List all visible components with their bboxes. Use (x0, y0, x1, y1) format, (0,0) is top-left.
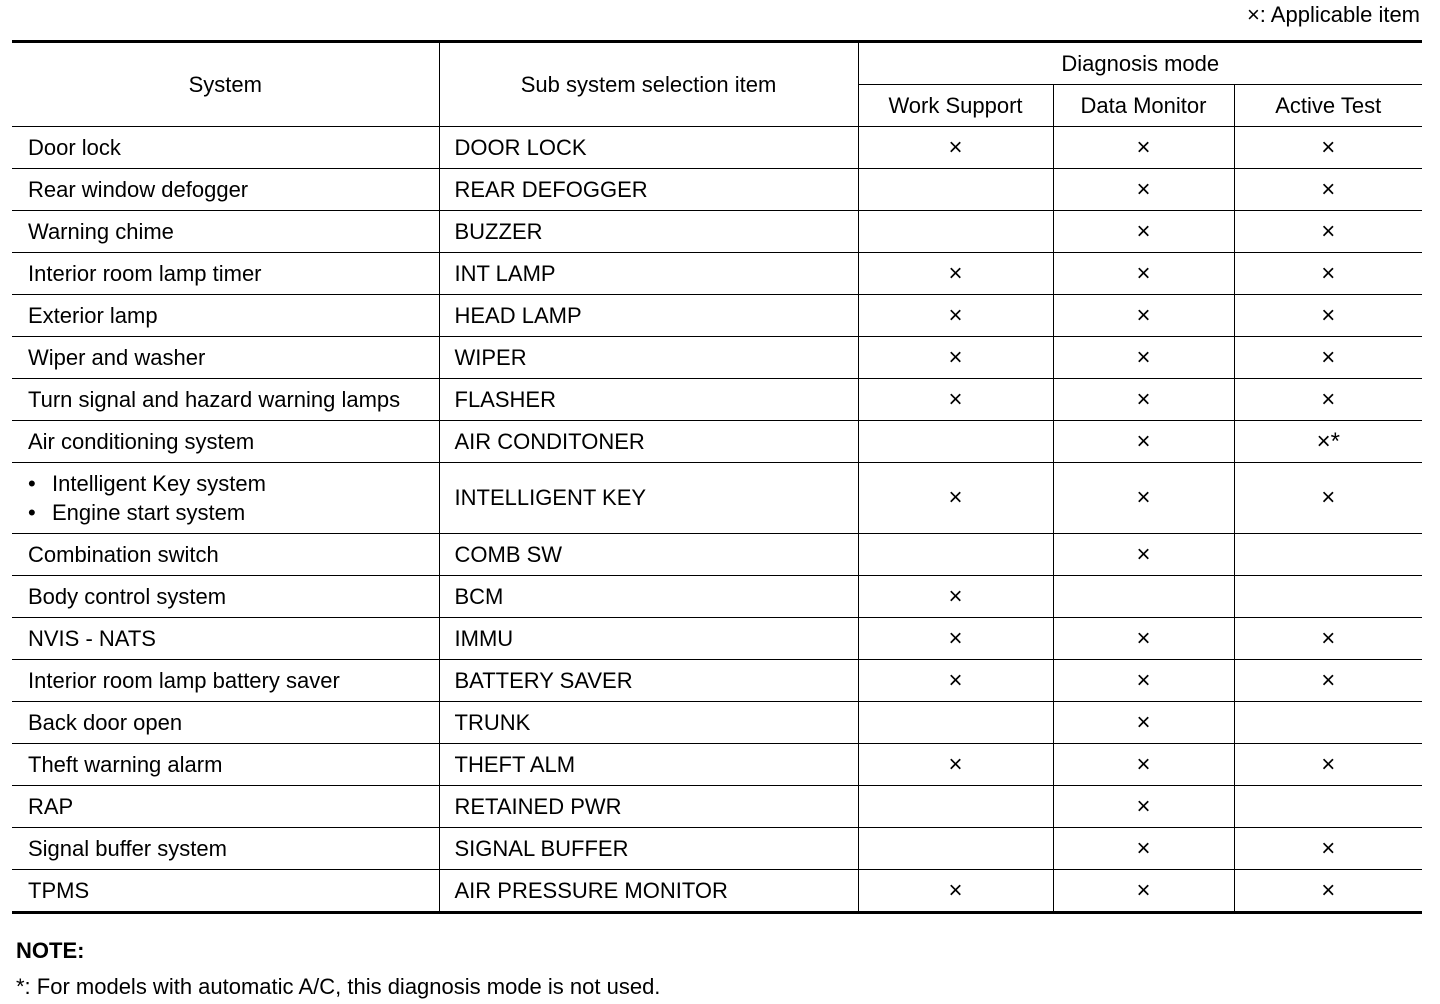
cell-system: Interior room lamp battery saver (12, 660, 439, 702)
cell-system: Interior room lamp timer (12, 253, 439, 295)
cell-sub-system: AIR PRESSURE MONITOR (439, 870, 858, 913)
cell-active-test (1234, 786, 1422, 828)
note-text: *: For models with automatic A/C, this diagnosis mode is not used. (16, 974, 661, 999)
cell-system: Theft warning alarm (12, 744, 439, 786)
header-diagnosis-mode: Diagnosis mode (858, 42, 1422, 85)
system-bullet-text: Engine start system (52, 500, 246, 525)
table-row (12, 702, 1422, 744)
cell-data-monitor: × (1053, 786, 1234, 828)
cell-sub-system: TRUNK (439, 702, 858, 744)
system-bullet-list (28, 469, 439, 527)
cell-work-support (858, 421, 1053, 463)
cell-system: Rear window defogger (12, 169, 439, 211)
diagnosis-mode-table (12, 40, 1422, 914)
cell-system: Body control system (12, 576, 439, 618)
cell-system: Turn signal and hazard warning lamps (12, 379, 439, 421)
cell-system: Back door open (12, 702, 439, 744)
cell-sub-system: THEFT ALM (439, 744, 858, 786)
cell-data-monitor: × (1053, 253, 1234, 295)
cell-sub-system: AIR CONDITONER (439, 421, 858, 463)
table-row (12, 828, 1422, 870)
cell-data-monitor: × (1053, 828, 1234, 870)
cell-work-support (858, 169, 1053, 211)
cell-active-test (1234, 576, 1422, 618)
cell-active-test: × (1234, 870, 1422, 913)
cell-system: RAP (12, 786, 439, 828)
cell-sub-system: WIPER (439, 337, 858, 379)
cell-data-monitor: × (1053, 702, 1234, 744)
cell-system: Warning chime (12, 211, 439, 253)
cell-work-support (858, 534, 1053, 576)
table-row (12, 870, 1422, 913)
cell-work-support (858, 828, 1053, 870)
cell-work-support (858, 786, 1053, 828)
cell-active-test: ×* (1234, 421, 1422, 463)
cell-sub-system: DOOR LOCK (439, 127, 858, 169)
cell-active-test: × (1234, 618, 1422, 660)
cell-system: Wiper and washer (12, 337, 439, 379)
cell-system: Combination switch (12, 534, 439, 576)
cell-active-test (1234, 534, 1422, 576)
cell-data-monitor: × (1053, 870, 1234, 913)
cell-work-support: × (858, 744, 1053, 786)
cell-active-test: × (1234, 337, 1422, 379)
cell-sub-system: FLASHER (439, 379, 858, 421)
cell-data-monitor: × (1053, 660, 1234, 702)
cell-active-test: × (1234, 127, 1422, 169)
cell-sub-system: BUZZER (439, 211, 858, 253)
header-active-test: Active Test (1234, 85, 1422, 127)
header-sub-system: Sub system selection item (439, 42, 858, 127)
cell-data-monitor: × (1053, 337, 1234, 379)
cell-sub-system: SIGNAL BUFFER (439, 828, 858, 870)
table-row (12, 576, 1422, 618)
cell-system: TPMS (12, 870, 439, 913)
cell-active-test: × (1234, 828, 1422, 870)
header-data-monitor: Data Monitor (1053, 85, 1234, 127)
table-row (12, 295, 1422, 337)
cell-work-support: × (858, 870, 1053, 913)
cell-data-monitor: × (1053, 618, 1234, 660)
cell-work-support: × (858, 127, 1053, 169)
cell-sub-system: REAR DEFOGGER (439, 169, 858, 211)
table-row (12, 337, 1422, 379)
cell-work-support: × (858, 295, 1053, 337)
cell-work-support (858, 702, 1053, 744)
cell-work-support: × (858, 618, 1053, 660)
cell-data-monitor: × (1053, 127, 1234, 169)
table-row (12, 463, 1422, 534)
cell-work-support (858, 211, 1053, 253)
cell-data-monitor (1053, 576, 1234, 618)
table-row (12, 127, 1422, 169)
cell-sub-system: COMB SW (439, 534, 858, 576)
cell-system: NVIS - NATS (12, 618, 439, 660)
cell-active-test: × (1234, 169, 1422, 211)
cell-active-test: × (1234, 744, 1422, 786)
header-system: System (12, 42, 439, 127)
cell-work-support: × (858, 660, 1053, 702)
cell-active-test: × (1234, 463, 1422, 534)
system-bullet-item (28, 469, 439, 498)
table-row (12, 744, 1422, 786)
cell-active-test: × (1234, 253, 1422, 295)
cell-active-test (1234, 702, 1422, 744)
cell-sub-system: RETAINED PWR (439, 786, 858, 828)
bullet-icon: • (28, 471, 36, 496)
cell-sub-system: IMMU (439, 618, 858, 660)
cell-data-monitor: × (1053, 534, 1234, 576)
table-row (12, 379, 1422, 421)
cell-active-test: × (1234, 295, 1422, 337)
cell-system: Signal buffer system (12, 828, 439, 870)
header-work-support: Work Support (858, 85, 1053, 127)
table-row (12, 534, 1422, 576)
system-bullet-text: Intelligent Key system (52, 471, 266, 496)
cell-sub-system: BATTERY SAVER (439, 660, 858, 702)
cell-data-monitor: × (1053, 379, 1234, 421)
table-row (12, 786, 1422, 828)
cell-sub-system: BCM (439, 576, 858, 618)
table-body (12, 127, 1422, 913)
table-row (12, 169, 1422, 211)
cell-active-test: × (1234, 211, 1422, 253)
cell-data-monitor: × (1053, 421, 1234, 463)
table-row (12, 421, 1422, 463)
cell-system (12, 463, 439, 534)
legend-applicable-item: ×: Applicable item (1246, 2, 1420, 27)
system-bullet-item (28, 498, 439, 527)
cell-sub-system: INTELLIGENT KEY (439, 463, 858, 534)
note-title: NOTE: (16, 938, 85, 963)
cell-active-test: × (1234, 660, 1422, 702)
cell-data-monitor: × (1053, 744, 1234, 786)
cell-sub-system: HEAD LAMP (439, 295, 858, 337)
cell-system: Door lock (12, 127, 439, 169)
cell-work-support: × (858, 379, 1053, 421)
cell-work-support: × (858, 253, 1053, 295)
cell-sub-system: INT LAMP (439, 253, 858, 295)
cell-data-monitor: × (1053, 211, 1234, 253)
cell-data-monitor: × (1053, 295, 1234, 337)
cell-work-support: × (858, 337, 1053, 379)
table-row (12, 211, 1422, 253)
cell-work-support: × (858, 576, 1053, 618)
table-row (12, 618, 1422, 660)
cell-work-support: × (858, 463, 1053, 534)
cell-data-monitor: × (1053, 463, 1234, 534)
bullet-icon: • (28, 500, 36, 525)
table-row (12, 253, 1422, 295)
cell-system: Exterior lamp (12, 295, 439, 337)
cell-active-test: × (1234, 379, 1422, 421)
cell-data-monitor: × (1053, 169, 1234, 211)
table-row (12, 660, 1422, 702)
cell-system: Air conditioning system (12, 421, 439, 463)
